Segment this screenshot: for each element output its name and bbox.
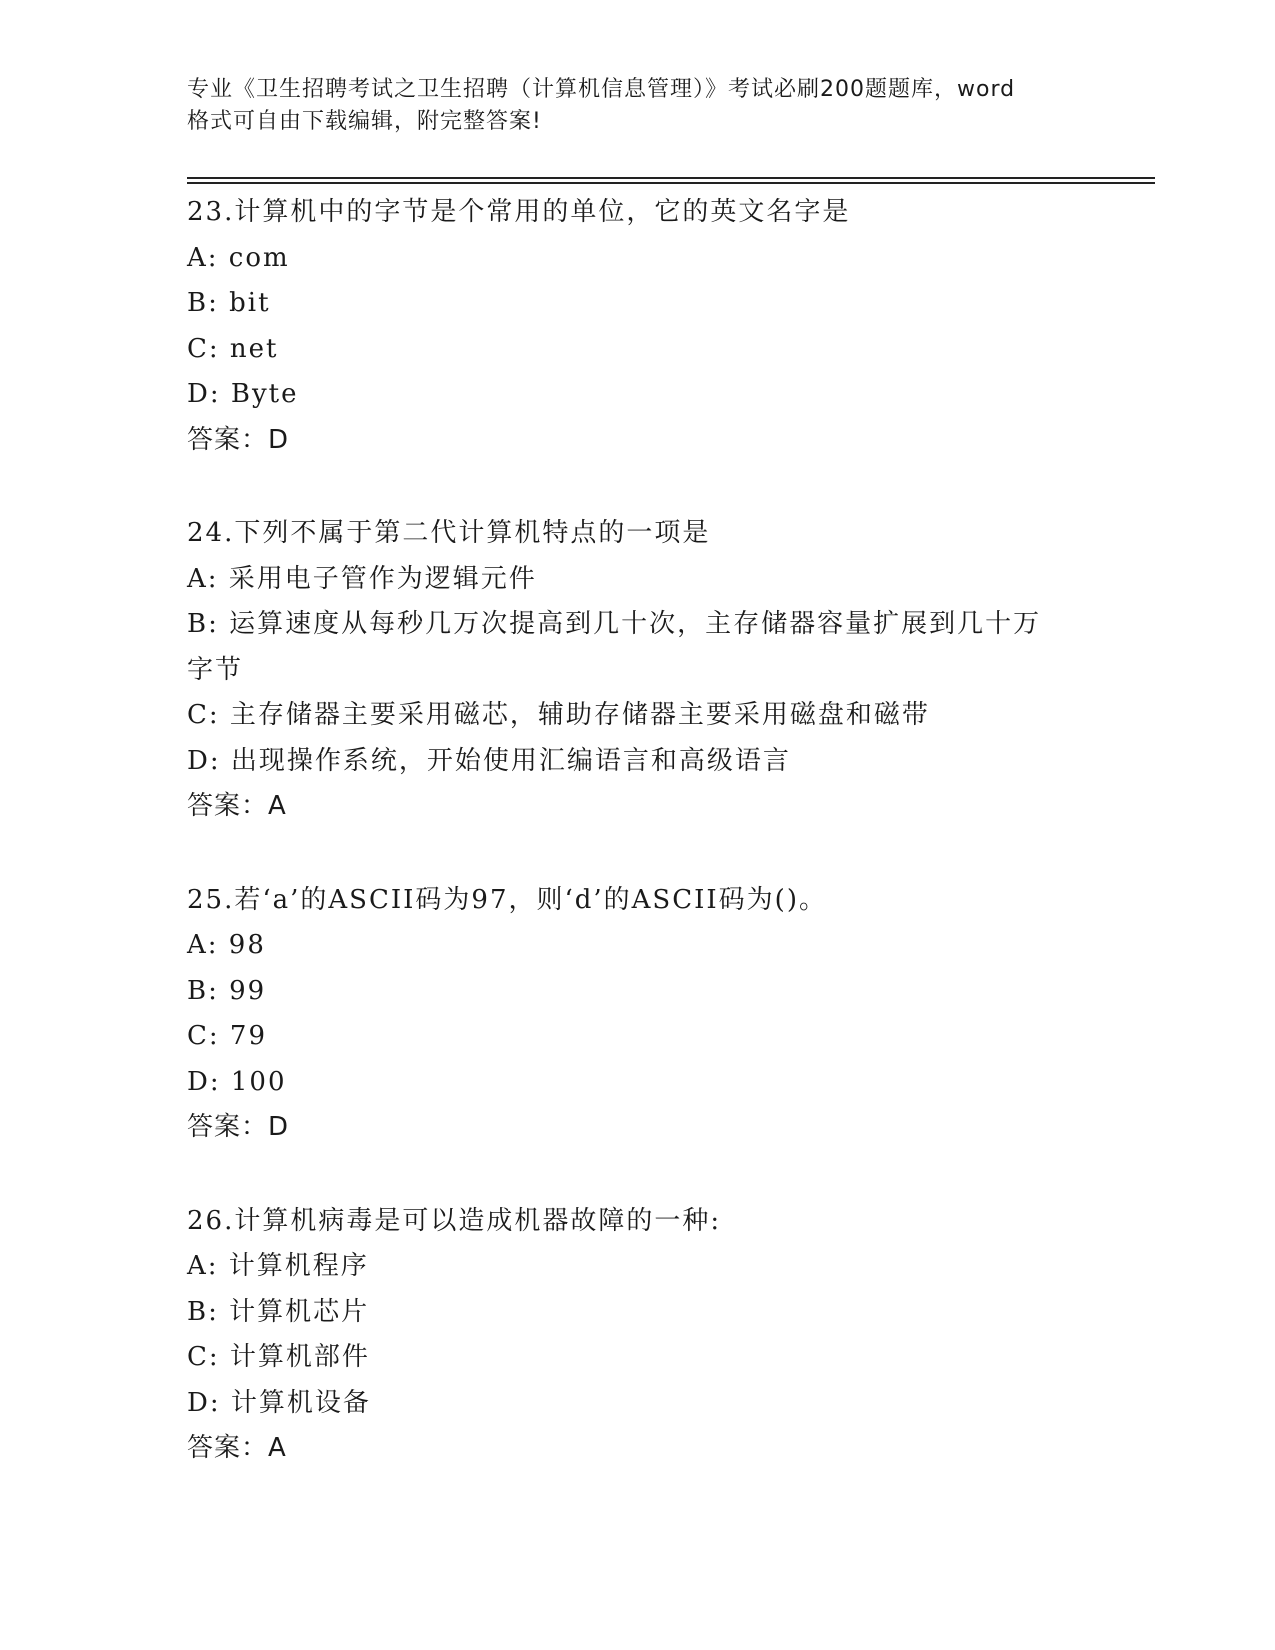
option-c: C: 计算机部件 <box>187 1342 370 1372</box>
question-25 <box>187 878 1087 1151</box>
answer: 答案：A <box>187 791 287 821</box>
option-c: C: 79 <box>187 1021 268 1051</box>
option-a: A: 计算机程序 <box>187 1251 369 1281</box>
option-c: C: net <box>187 333 279 364</box>
question-list <box>187 190 1087 1472</box>
question-spacer <box>187 830 1087 878</box>
header-line-1: 专业《卫生招聘考试之卫生招聘（计算机信息管理）》考试必刷200题题库，word <box>187 77 1016 102</box>
answer: 答案：D <box>187 1112 290 1142</box>
document-header <box>187 74 1087 138</box>
header-divider-top <box>187 177 1155 179</box>
option-b: B: bit <box>187 288 271 318</box>
option-b: B: 99 <box>187 975 267 1006</box>
question-26 <box>187 1199 1087 1472</box>
option-a: A: 采用电子管作为逻辑元件 <box>187 563 537 594</box>
option-d: D: 100 <box>187 1066 287 1097</box>
question-stem: 24.下列不属于第二代计算机特点的一项是 <box>187 518 711 548</box>
question-stem: 25.若‘a’的ASCII码为97，则‘d’的ASCII码为()。 <box>187 884 827 915</box>
question-24 <box>187 511 1087 830</box>
option-d: D: 计算机设备 <box>187 1387 371 1418</box>
option-c: C: 主存储器主要采用磁芯，辅助存储器主要采用磁盘和磁带 <box>187 700 930 730</box>
question-stem: 23.计算机中的字节是个常用的单位，它的英文名字是 <box>187 197 851 227</box>
option-d: D: 出现操作系统，开始使用汇编语言和高级语言 <box>187 745 791 776</box>
option-a: A: 98 <box>187 930 266 960</box>
option-b: B: 计算机芯片 <box>187 1296 370 1327</box>
header-divider-bottom <box>187 182 1155 184</box>
option-b-continued: 字节 <box>187 654 244 685</box>
answer: 答案：A <box>187 1433 287 1463</box>
option-a: A: com <box>187 242 290 273</box>
question-spacer <box>187 1151 1087 1199</box>
question-23 <box>187 190 1087 463</box>
header-line-2: 格式可自由下载编辑，附完整答案! <box>187 109 542 134</box>
question-stem: 26.计算机病毒是可以造成机器故障的一种: <box>187 1205 722 1236</box>
question-spacer <box>187 463 1087 511</box>
option-d: D: Byte <box>187 379 299 409</box>
option-b: B: 运算速度从每秒几万次提高到几十次，主存储器容量扩展到几十万 <box>187 609 1042 639</box>
answer: 答案：D <box>187 424 290 455</box>
